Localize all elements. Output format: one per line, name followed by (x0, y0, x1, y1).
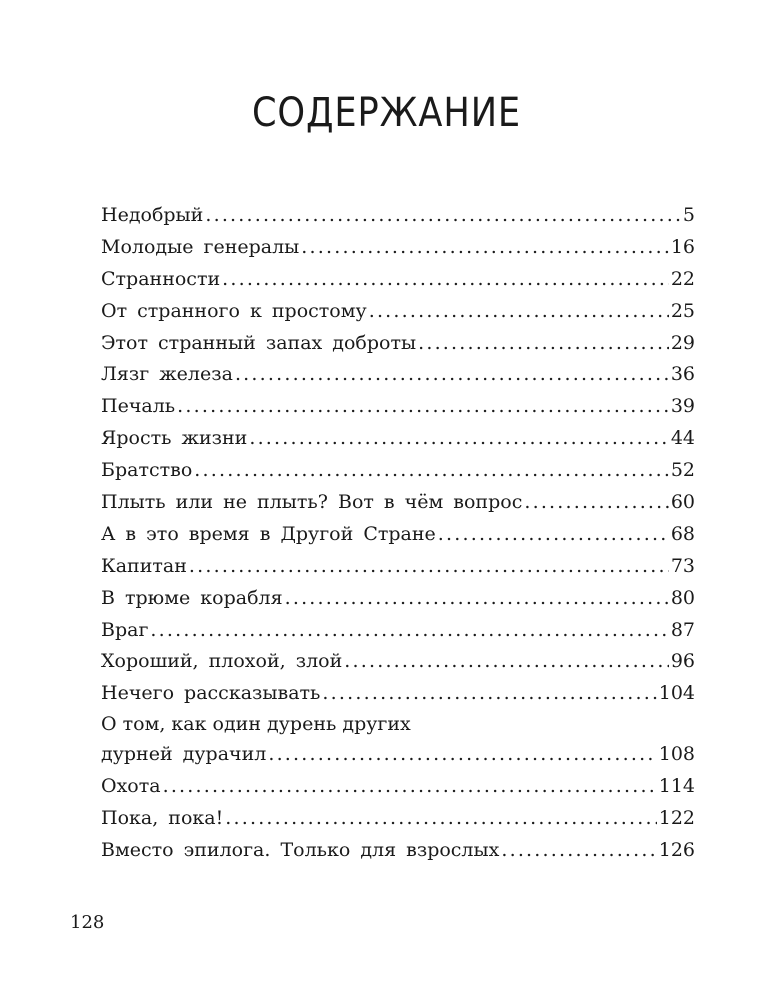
entry-title: Плыть или не плыть? Вот в чём вопрос (101, 491, 523, 514)
entry-title: Ярость жизни (101, 427, 248, 450)
entry-title: Печаль (101, 395, 176, 418)
leader-dots (268, 739, 656, 771)
entry-page: 80 (670, 586, 695, 609)
leader-dots (344, 646, 669, 678)
toc-entry (101, 455, 695, 487)
leader-dots (189, 551, 669, 583)
leader-dots (235, 359, 669, 391)
entry-title-line-2: дурней дурачил (101, 743, 267, 766)
toc-entry (101, 583, 695, 615)
leader-dots (249, 423, 668, 455)
toc-entry (101, 487, 695, 519)
entry-title: Нечего рассказывать (101, 682, 321, 705)
entry-page: 114 (658, 775, 695, 798)
toc-entry (101, 771, 695, 803)
toc-entry (101, 835, 695, 867)
entry-title: А в это время в Другой Стране (101, 522, 436, 545)
entry-page: 25 (670, 299, 695, 322)
entry-title: Молодые генералы (101, 235, 300, 258)
entry-page: 87 (670, 618, 695, 641)
entry-page: 22 (670, 267, 695, 290)
entry-page: 36 (670, 363, 695, 386)
table-of-contents (101, 200, 695, 867)
entry-page: 96 (670, 650, 695, 673)
toc-entry (101, 803, 695, 835)
entry-page: 52 (670, 459, 695, 482)
entry-page: 60 (670, 491, 695, 514)
entry-page: 44 (670, 427, 695, 450)
page-title: СОДЕРЖАНИЕ (251, 90, 522, 136)
leader-dots (322, 678, 656, 710)
leader-dots (524, 487, 668, 519)
toc-entry (101, 423, 695, 455)
entry-title: Лязг железа (101, 363, 233, 386)
toc-entry (101, 232, 695, 264)
entry-title: Охота (101, 775, 161, 798)
entry-page: 104 (658, 682, 695, 705)
entry-title: Вместо эпилога. Только для взрослых (101, 838, 500, 861)
leader-dots (285, 583, 669, 615)
leader-dots (418, 328, 669, 360)
toc-entry (101, 615, 695, 647)
entry-title: Капитан (101, 554, 187, 577)
toc-entry (101, 328, 695, 360)
leader-dots (194, 455, 669, 487)
entry-page: 29 (670, 331, 695, 354)
leader-dots (369, 296, 669, 328)
toc-entry (101, 359, 695, 391)
entry-title: Хороший, плохой, злой (101, 650, 343, 673)
entry-title-line-1: О том, как один дурень других (101, 713, 411, 736)
leader-dots (225, 803, 657, 835)
page-number: 128 (70, 912, 105, 933)
entry-page: 73 (670, 554, 695, 577)
entry-title: Недобрый (101, 204, 204, 226)
leader-dots (150, 615, 668, 647)
entry-title: Этот странный запах доброты (101, 331, 417, 354)
leader-dots (438, 519, 669, 551)
toc-entry (101, 264, 695, 296)
toc-entry (101, 519, 695, 551)
entry-page: 16 (670, 235, 695, 258)
toc-entry (101, 296, 695, 328)
entry-title: Пока, пока! (101, 807, 224, 830)
toc-entry (101, 391, 695, 423)
toc-entry (101, 678, 695, 710)
entry-title: В трюме корабля (101, 586, 283, 609)
leader-dots (205, 200, 681, 232)
entry-page: 122 (658, 807, 695, 830)
leader-dots (501, 835, 656, 867)
entry-title: Братство (101, 459, 193, 482)
entry-page: 5 (682, 204, 695, 226)
toc-entry (101, 551, 695, 583)
toc-entry (101, 200, 695, 232)
entry-title: Странности (101, 267, 221, 290)
entry-page: 39 (670, 395, 695, 418)
leader-dots (177, 391, 669, 423)
entry-page: 68 (670, 522, 695, 545)
entry-page: 126 (658, 838, 695, 861)
entry-title: От странного к простому (101, 299, 367, 322)
leader-dots (222, 264, 669, 296)
leader-dots (301, 232, 669, 264)
toc-entry (101, 710, 695, 771)
leader-dots (163, 771, 657, 803)
entry-page: 108 (658, 743, 695, 766)
entry-title: Враг (101, 618, 149, 641)
toc-entry (101, 646, 695, 678)
